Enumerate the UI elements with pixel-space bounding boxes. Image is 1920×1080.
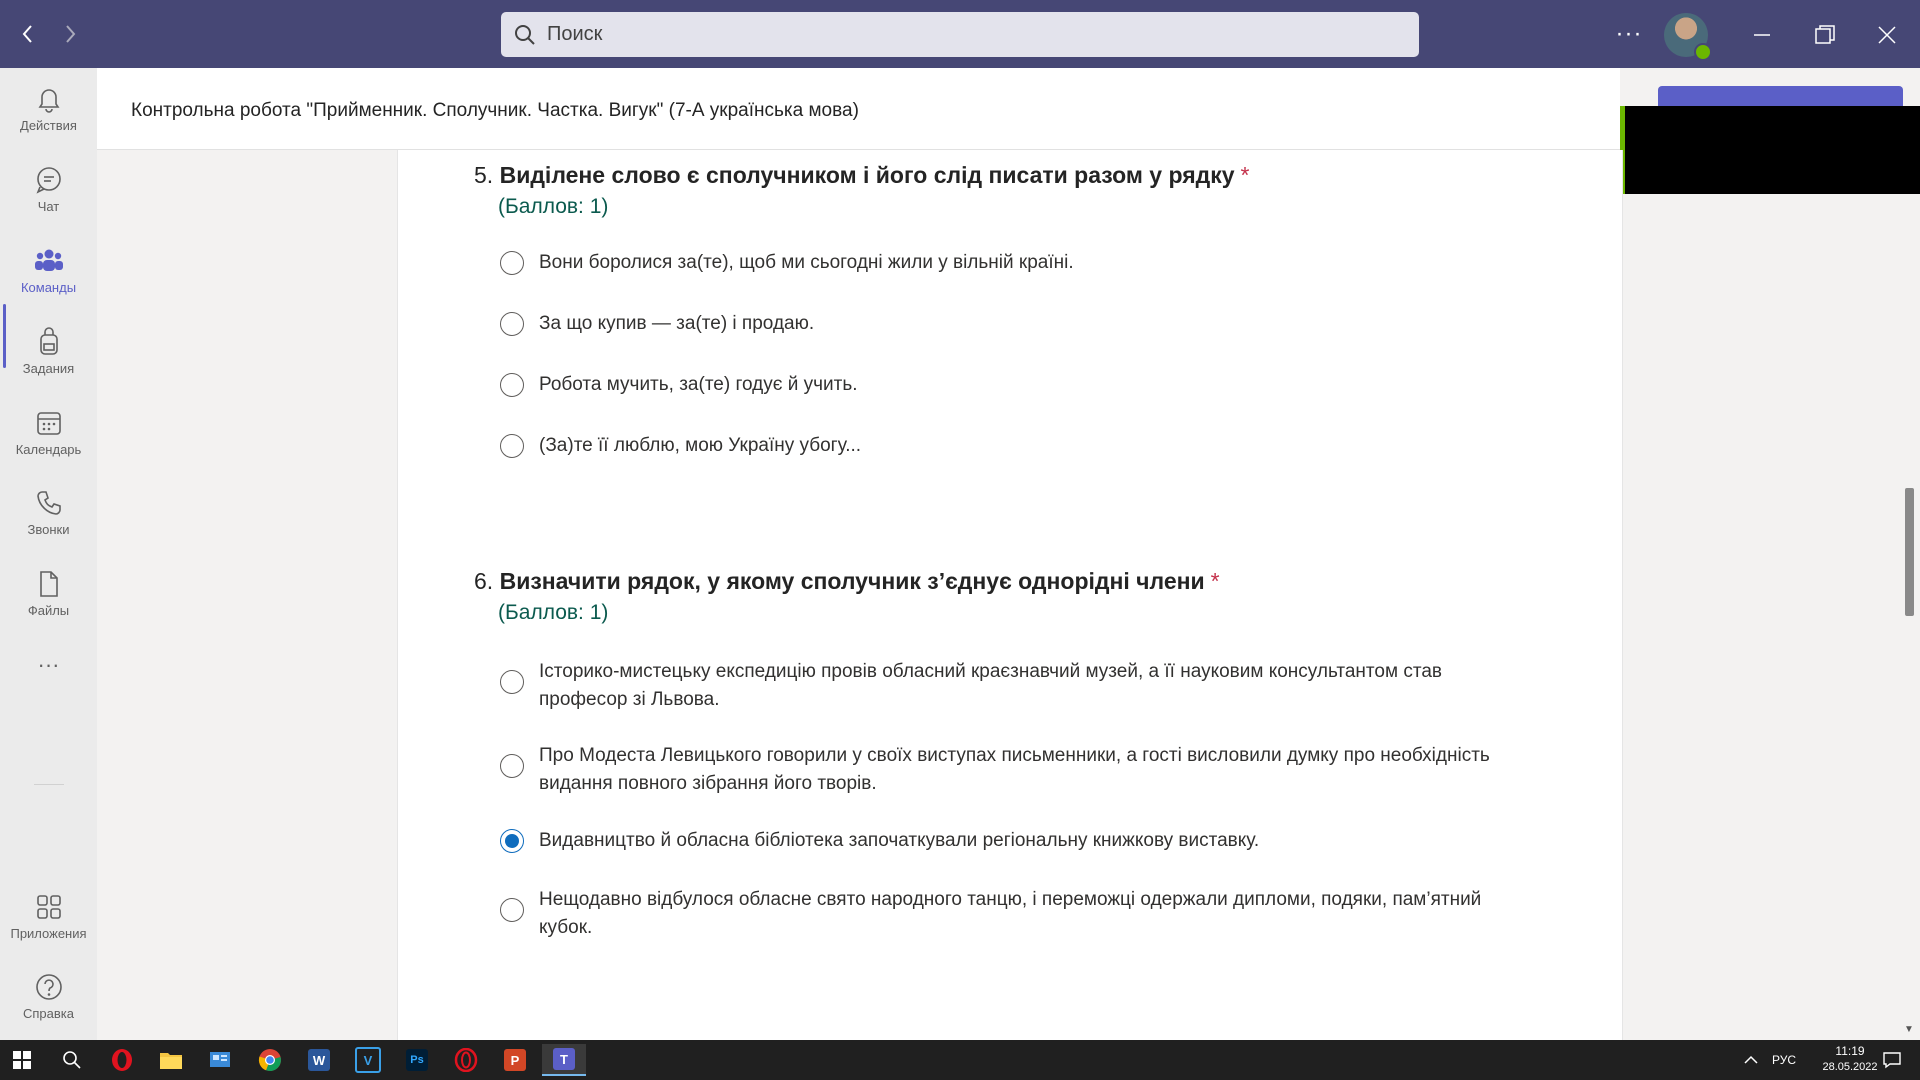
rail-label: Приложения	[10, 926, 87, 941]
search-icon	[513, 23, 537, 47]
question-title	[474, 162, 1250, 189]
option-5-4[interactable]	[500, 434, 1509, 460]
windows-taskbar	[0, 1040, 1920, 1080]
option-5-3[interactable]	[500, 373, 1509, 399]
taskbar-search-icon[interactable]	[50, 1044, 94, 1076]
forward-arrow-icon[interactable]	[56, 20, 84, 48]
photoshop-icon[interactable]	[395, 1044, 439, 1076]
powerpoint-icon[interactable]	[493, 1044, 537, 1076]
opera-icon[interactable]	[100, 1044, 144, 1076]
radio-button[interactable]	[500, 434, 524, 458]
notification-center-icon[interactable]	[1872, 1044, 1912, 1076]
rail-item-chat[interactable]	[0, 157, 97, 229]
radio-button[interactable]	[500, 251, 524, 275]
chat-icon	[34, 165, 64, 195]
powerpoint-letter: P	[504, 1049, 526, 1071]
question-5	[474, 162, 1250, 219]
option-label: Вони боролися за(те), щоб ми сьогодні жили у вільній країні.	[539, 252, 1074, 273]
rail-divider	[34, 784, 64, 785]
rail-more-button[interactable]	[0, 648, 97, 688]
restore-button[interactable]	[1805, 16, 1845, 54]
rail-label: Звонки	[27, 522, 70, 537]
minimize-button[interactable]	[1742, 16, 1782, 54]
opera-gx-icon[interactable]	[444, 1044, 488, 1076]
question-text: Виділене слово є сполучником і його слід писати разом у рядку	[499, 162, 1235, 188]
radio-button[interactable]	[500, 754, 524, 778]
option-label: Про Модеста Левицького говорили у своїх виступах письменники, а гості висловили думку про необхідність видання повного зібрання його творів.	[539, 745, 1490, 794]
form-header	[97, 68, 1620, 150]
option-label: Робота мучить, за(те) годує й учить.	[539, 374, 858, 395]
rail-item-calls[interactable]	[0, 480, 97, 552]
option-5-1[interactable]	[500, 251, 1509, 277]
radio-button-selected[interactable]	[500, 829, 524, 853]
teams-letter: T	[553, 1048, 575, 1070]
teams-icon	[34, 246, 64, 276]
phone-icon	[34, 488, 64, 518]
search-box[interactable]	[501, 12, 1419, 57]
file-icon	[34, 569, 64, 599]
question-number: 6.	[474, 568, 494, 594]
option-label: За що купив — за(те) і продаю.	[539, 313, 815, 334]
rail-label: Чат	[37, 199, 60, 214]
word-icon[interactable]	[297, 1044, 341, 1076]
rail-label: Действия	[20, 118, 77, 133]
question-points: (Баллов: 1)	[498, 601, 609, 624]
clock-time[interactable]: 11:19	[1835, 1044, 1865, 1058]
rail-item-teams[interactable]	[0, 238, 97, 310]
presence-badge	[1694, 43, 1712, 61]
rail-label: Календарь	[15, 442, 82, 457]
language-indicator[interactable]: РУС	[1772, 1053, 1797, 1067]
rail-label: Задания	[22, 361, 75, 376]
option-6-3[interactable]	[500, 829, 1509, 855]
tray-chevron-up-icon[interactable]	[1736, 1044, 1766, 1076]
backpack-icon	[34, 327, 64, 357]
radio-button[interactable]	[500, 373, 524, 397]
question-points: (Баллов: 1)	[498, 195, 609, 218]
rail-label: Файлы	[27, 603, 70, 618]
question-title	[474, 568, 1220, 595]
option-6-4[interactable]	[500, 888, 1509, 942]
more-options-button[interactable]: ···	[1615, 20, 1643, 47]
more-icon: ···	[37, 652, 60, 677]
app-rail	[0, 68, 97, 1040]
rail-item-apps[interactable]	[0, 884, 97, 956]
clock-date[interactable]: 28.05.2022	[1822, 1061, 1878, 1073]
radio-button[interactable]	[500, 312, 524, 336]
radio-button[interactable]	[500, 670, 524, 694]
back-arrow-icon[interactable]	[14, 20, 42, 48]
rail-item-help[interactable]	[0, 964, 97, 1036]
rail-item-assignments[interactable]	[0, 319, 97, 391]
radio-button[interactable]	[500, 898, 524, 922]
bell-icon	[34, 84, 64, 114]
scroll-down-arrow-icon[interactable]: ▼	[1904, 1024, 1914, 1035]
required-marker: *	[1210, 568, 1220, 594]
vegas-icon[interactable]	[346, 1044, 390, 1076]
option-6-2[interactable]	[500, 744, 1509, 798]
vegas-letter: V	[355, 1047, 381, 1073]
option-label: Історико-мистецьку експедицію провів обласний краєзнавчий музей, а її науковим консультантом став професор зі Львова.	[539, 661, 1442, 710]
chrome-icon[interactable]	[248, 1044, 292, 1076]
teams-taskbar-icon[interactable]	[542, 1044, 586, 1076]
rail-label: Справка	[23, 1006, 74, 1021]
scrollbar-thumb[interactable]	[1905, 488, 1914, 616]
control-panel-icon[interactable]	[198, 1044, 242, 1076]
form-panel	[397, 150, 1623, 1040]
apps-icon	[34, 892, 64, 922]
file-explorer-icon[interactable]	[149, 1044, 193, 1076]
option-label: (За)те її люблю, мою Україну убогу...	[539, 435, 862, 456]
search-input[interactable]	[545, 22, 1409, 47]
rail-item-activity[interactable]	[0, 76, 97, 148]
option-label: Видавництво й обласна бібліотека започаткували регіональну книжкову виставку.	[539, 830, 1260, 851]
page-title: Контрольна робота "Прийменник. Сполучник. Частка. Вигук" (7-А українська мова)	[131, 100, 859, 121]
title-bar	[0, 0, 1920, 68]
question-number: 5.	[474, 162, 494, 188]
rail-label: Команды	[20, 280, 77, 295]
word-letter: W	[308, 1049, 330, 1071]
close-button[interactable]	[1867, 16, 1907, 54]
option-6-1[interactable]	[500, 660, 1509, 714]
rail-item-files[interactable]	[0, 561, 97, 633]
calendar-icon	[34, 408, 64, 438]
submit-button[interactable]	[1658, 86, 1903, 106]
video-overlay	[1620, 106, 1920, 194]
option-label: Нещодавно відбулося обласне свято народного танцю, і переможці одержали дипломи, подяки, пам’ятний кубок.	[539, 889, 1482, 938]
option-5-2[interactable]	[500, 312, 1509, 338]
rail-item-calendar[interactable]	[0, 400, 97, 472]
photoshop-letters: Ps	[406, 1049, 428, 1071]
help-icon	[34, 972, 64, 1002]
question-6	[474, 568, 1220, 625]
required-marker: *	[1240, 162, 1250, 188]
question-text: Визначити рядок, у якому сполучник з’єднує однорідні члени	[499, 568, 1205, 594]
windows-start-icon[interactable]	[0, 1044, 44, 1076]
